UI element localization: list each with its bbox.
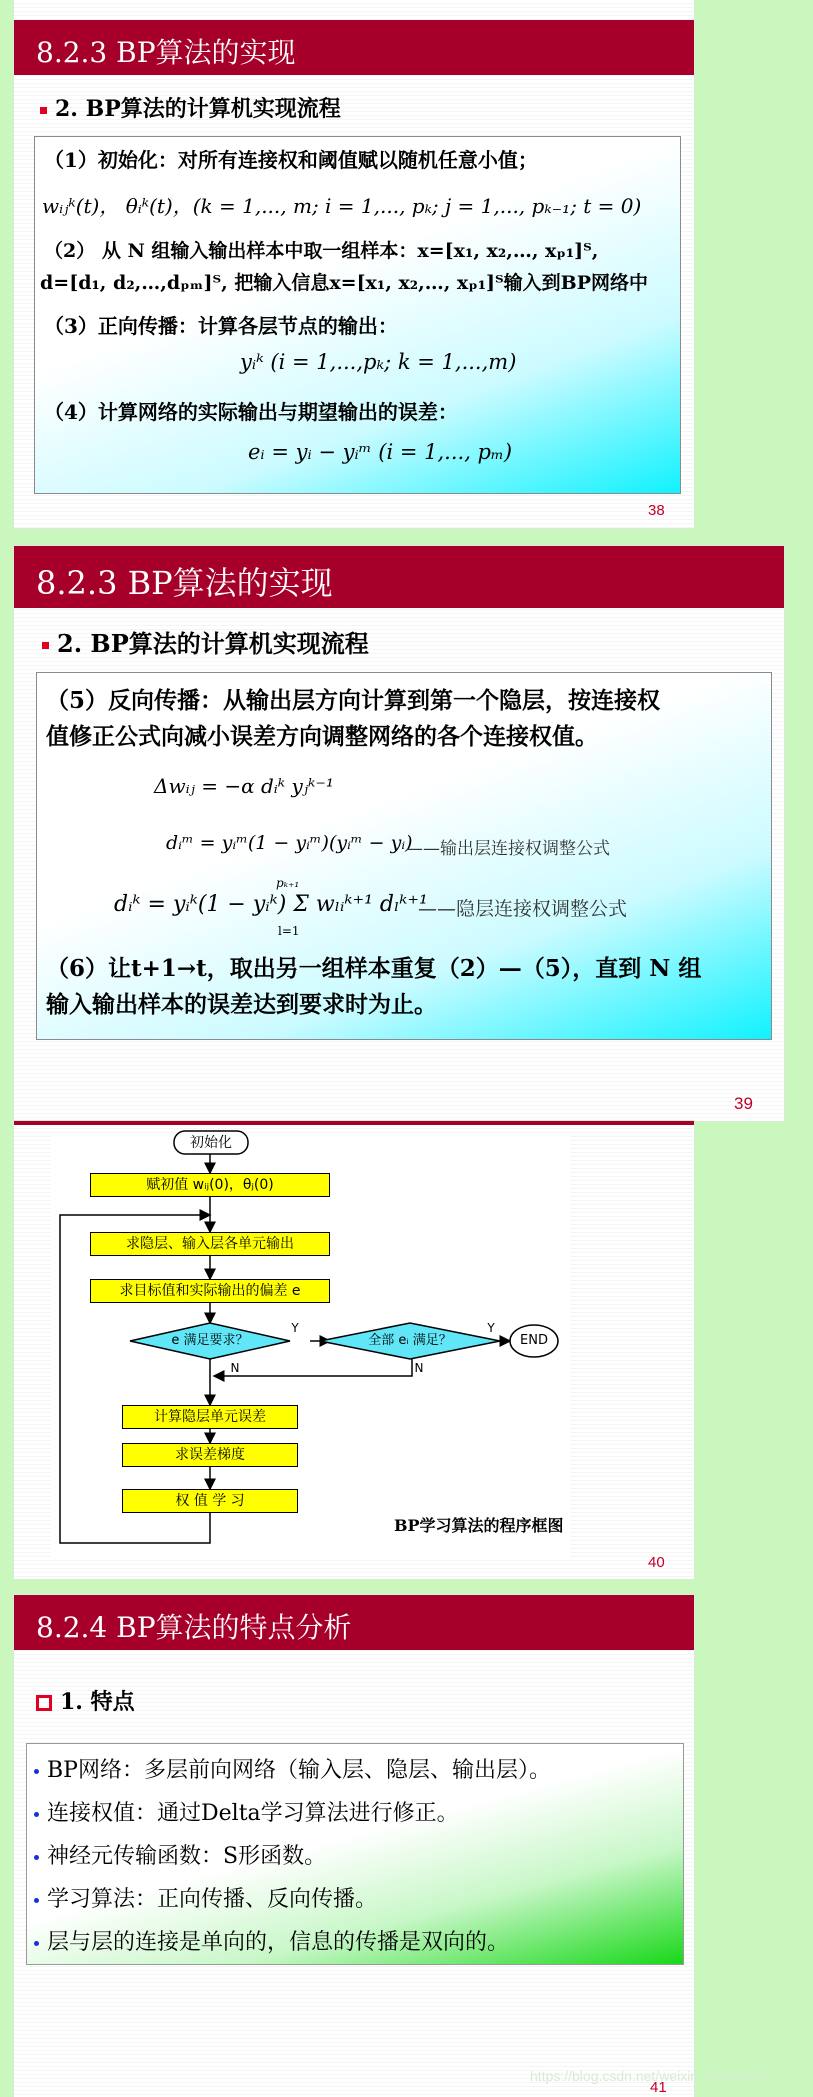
start-label: 初始化 bbox=[190, 1135, 232, 1151]
formula-error: eᵢ = yᵢ − yᵢᵐ (i = 1,..., pₘ) bbox=[248, 440, 513, 464]
square-bullet-icon bbox=[42, 642, 49, 649]
formula-forward: yᵢᵏ (i = 1,...,pₖ; k = 1,...,m) bbox=[240, 350, 517, 374]
watermark: https://blog.csdn.net/weixin_43959833 bbox=[530, 2068, 769, 2084]
step-5-line-1: （5）反向传播：从输出层方向计算到第一个隐层，按连接权 bbox=[46, 687, 661, 714]
formula-delta-w: Δwᵢⱼ = −α dᵢᵏ yⱼᵏ⁻¹ bbox=[154, 774, 334, 798]
no-label-2: N bbox=[414, 1361, 424, 1375]
no-label-1: N bbox=[230, 1361, 240, 1375]
bullet-dot-icon bbox=[34, 1769, 39, 1774]
feature-item: 连接权值：通过Delta学习算法进行修正。 bbox=[34, 1796, 459, 1827]
bullet-dot-icon bbox=[34, 1812, 39, 1817]
step-6-line-1: （6）让t+1→t，取出另一组样本重复（2）—（5），直到 N 组 bbox=[46, 955, 702, 982]
step-3: （3）正向传播：计算各层节点的输出： bbox=[44, 314, 398, 338]
hollow-square-bullet-icon bbox=[36, 1695, 52, 1711]
slide-title: 8.2.4 BP算法的特点分析 bbox=[36, 1611, 352, 1644]
formula-output-layer: dᵢᵐ = yᵢᵐ(1 − yᵢᵐ)(yᵢᵐ − yᵢ) bbox=[166, 832, 413, 854]
slide-title: 8.2.3 BP算法的实现 bbox=[36, 36, 296, 69]
compute-gradient: 求误差梯度 bbox=[122, 1443, 298, 1467]
bullet-dot-icon bbox=[34, 1941, 39, 1946]
sum-lower-limit: l=1 bbox=[278, 924, 300, 938]
slide-38 bbox=[14, 0, 694, 528]
step-1: （1）初始化：对所有连接权和阈值赋以随机任意小值； bbox=[44, 148, 538, 172]
formula-hidden-layer-note: ——隐层连接权调整公式 bbox=[418, 898, 628, 920]
feature-item: 学习算法：正向传播、反向传播。 bbox=[34, 1882, 377, 1913]
slide-subtitle: 2. BP算法的计算机实现流程 bbox=[42, 624, 369, 659]
formula-hidden-layer: dᵢᵏ = yᵢᵏ(1 − yᵢᵏ) Σ wₗᵢᵏ⁺¹ dₗᵏ⁺¹ bbox=[114, 892, 428, 917]
feature-item: 神经元传输函数：S形函数。 bbox=[34, 1839, 326, 1870]
feature-item: BP网络：多层前向网络（输入层、隐层、输出层）。 bbox=[34, 1753, 551, 1784]
flowchart-caption: BP学习算法的程序框图 bbox=[394, 1516, 564, 1535]
slide-subtitle: 1. 特点 bbox=[36, 1685, 135, 1716]
page-number: 41 bbox=[650, 2079, 667, 2096]
bullet-dot-icon bbox=[34, 1898, 39, 1903]
yes-label-1: Y bbox=[291, 1321, 299, 1335]
bullet-dot-icon bbox=[34, 1855, 39, 1860]
compute-hidden-error: 计算隐层单元误差 bbox=[122, 1405, 298, 1429]
page-number: 38 bbox=[648, 502, 665, 519]
formula-output-layer-note: ——输出层连接权调整公式 bbox=[406, 839, 610, 859]
slide-title-bar bbox=[14, 546, 784, 608]
step-2-line-2: d=[d₁, d₂,…,dₚₘ]ᵀ, 把输入信息x=[x₁, x₂,…, xₚ₁]ᵀ输入到BP网络中 bbox=[40, 272, 649, 294]
slide-subtitle: 2. BP算法的计算机实现流程 bbox=[40, 92, 341, 123]
slide-title-bar bbox=[14, 1595, 694, 1650]
slide-41 bbox=[14, 1595, 694, 2097]
slide-title-bar bbox=[14, 20, 694, 75]
step-4: （4）计算网络的实际输出与期望输出的误差： bbox=[44, 400, 458, 424]
step-6-line-2: 输入输出样本的误差达到要求时为止。 bbox=[46, 991, 437, 1018]
slide-39 bbox=[14, 546, 784, 1121]
decision-2-label: 全部 eᵢ 满足？ bbox=[368, 1333, 452, 1348]
end-label: END bbox=[520, 1333, 548, 1348]
feature-item: 层与层的连接是单向的，信息的传播是双向的。 bbox=[34, 1925, 509, 1956]
yes-label-2: Y bbox=[487, 1321, 495, 1335]
formula-init: wᵢⱼᵏ(t)， θᵢᵏ(t)，(k = 1,..., m; i = 1,..., pₖ; j = 1,..., pₖ₋₁; t = 0) bbox=[42, 194, 642, 218]
square-bullet-icon bbox=[40, 107, 47, 114]
assign-initial-values: 赋初值 wᵢⱼ(0)，θⱼ(0) bbox=[90, 1173, 330, 1197]
page-number: 40 bbox=[648, 1554, 665, 1571]
weight-learning: 权 值 学 习 bbox=[122, 1489, 298, 1513]
step-2-line-1: （2） 从 N 组输入输出样本中取一组样本：x=[x₁, x₂,…, xₚ₁]ᵀ, bbox=[44, 240, 599, 262]
slide-40 bbox=[14, 1121, 694, 1579]
slide-title: 8.2.3 BP算法的实现 bbox=[36, 564, 333, 602]
page-number: 39 bbox=[734, 1094, 753, 1113]
step-5-line-2: 值修正公式向减小误差方向调整网络的各个连接权值。 bbox=[46, 723, 598, 750]
sum-upper-limit: pₖ₊₁ bbox=[276, 876, 300, 890]
compute-deviation: 求目标值和实际输出的偏差 e bbox=[90, 1279, 330, 1303]
compute-layer-outputs: 求隐层、输入层各单元输出 bbox=[90, 1232, 330, 1256]
decision-1-label: e 满足要求？ bbox=[171, 1333, 249, 1348]
